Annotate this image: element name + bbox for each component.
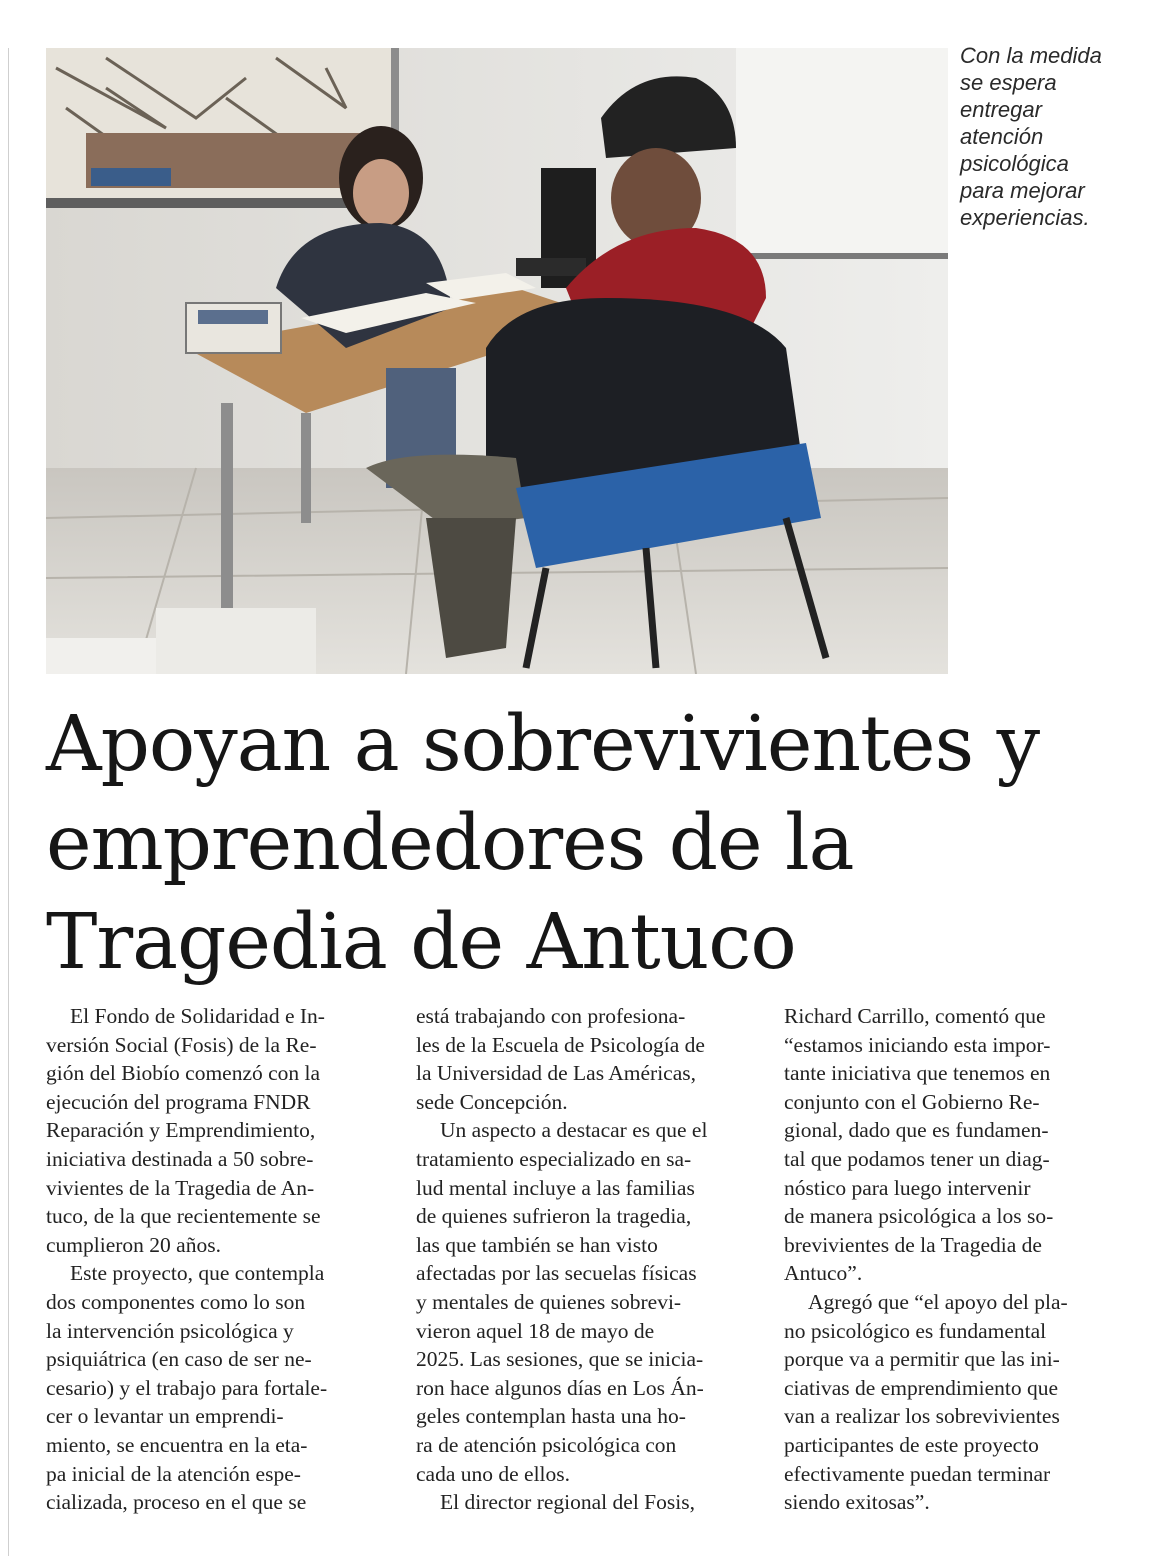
article-column-1 (46, 1002, 386, 1517)
article-column-3 (784, 1002, 1124, 1517)
text-line: ciativas de emprendimiento que (784, 1375, 1059, 1400)
news-photo (46, 48, 948, 674)
caption-line: experiencias. (960, 205, 1090, 230)
paragraph (46, 1259, 386, 1288)
text-line: cer o levantar un emprendi- (46, 1404, 284, 1429)
photo-illustration (46, 48, 948, 674)
headline-line: Tragedia de Antuco (46, 898, 796, 987)
text-line: de quienes sufrieron la tragedia, (416, 1204, 692, 1229)
text-line: vivientes de la Tragedia de An- (46, 1175, 315, 1200)
text-line: “estamos iniciando esta impor- (784, 1032, 1051, 1057)
text-line: El director regional del Fosis, (440, 1490, 695, 1515)
paragraph-continuation (416, 1002, 754, 1116)
text-line: cumplieron 20 años. (46, 1232, 221, 1257)
text-line: sede Concepción. (416, 1089, 568, 1114)
text-line: van a realizar los sobrevivientes (784, 1404, 1060, 1429)
text-line: Reparación y Emprendimiento, (46, 1118, 316, 1143)
article-column-2 (416, 1002, 754, 1517)
paragraph-continuation (46, 1031, 386, 1260)
text-line: está trabajando con profesiona- (416, 1004, 686, 1028)
text-line: participantes de este proyecto (784, 1432, 1039, 1457)
caption-line: para mejorar (960, 178, 1085, 203)
photo-caption (960, 42, 1140, 231)
text-line: dos componentes como lo son (46, 1289, 306, 1314)
text-line: no psicológico es fundamental (784, 1318, 1047, 1343)
text-line: nóstico para luego intervenir (784, 1175, 1031, 1200)
headline-line: Apoyan a sobrevivientes y (46, 700, 1040, 789)
text-line: ejecución del programa FNDR (46, 1089, 311, 1114)
paragraph-continuation (416, 1145, 754, 1488)
column-rule (8, 48, 9, 1556)
text-line: Agregó que “el apoyo del pla- (808, 1289, 1068, 1314)
text-line: siendo exitosas”. (784, 1490, 930, 1515)
text-line: la Universidad de Las Américas, (416, 1061, 697, 1086)
text-line: El Fondo de Solidaridad e In- (70, 1004, 325, 1028)
caption-line: atención (960, 124, 1044, 149)
text-line: tratamiento especializado en sa- (416, 1146, 692, 1171)
text-line: porque va a permitir que las ini- (784, 1347, 1060, 1372)
caption-line: entregar (960, 97, 1042, 122)
paragraph (784, 1288, 1124, 1317)
text-line: Un aspecto a destacar es que el (440, 1118, 708, 1143)
text-line: geles contemplan hasta una ho- (416, 1404, 686, 1429)
text-line: gional, dado que es fundamen- (784, 1118, 1049, 1143)
text-line: les de la Escuela de Psicología de (416, 1032, 705, 1057)
text-line: Richard Carrillo, comentó que (784, 1004, 1046, 1028)
text-line: cada uno de ellos. (416, 1461, 571, 1486)
text-line: iniciativa destinada a 50 sobre- (46, 1146, 314, 1171)
text-line: pa inicial de la atención espe- (46, 1461, 301, 1486)
article-headline (46, 695, 1106, 992)
paragraph-continuation (46, 1288, 386, 1517)
text-line: cializada, proceso en el que se (46, 1490, 307, 1515)
text-line: cesario) y el trabajo para fortale- (46, 1375, 328, 1400)
text-line: Este proyecto, que contempla (70, 1261, 325, 1286)
text-line: la intervención psicológica y (46, 1318, 294, 1343)
text-line: conjunto con el Gobierno Re- (784, 1089, 1040, 1114)
text-line: vieron aquel 18 de mayo de (416, 1318, 655, 1343)
text-line: 2025. Las sesiones, que se inicia- (416, 1347, 704, 1372)
caption-line: se espera (960, 70, 1057, 95)
text-line: ra de atención psicológica con (416, 1432, 677, 1457)
headline-line: emprendedores de la (46, 799, 854, 888)
text-line: y mentales de quienes sobrevi- (416, 1289, 682, 1314)
text-line: brevivientes de la Tragedia de (784, 1232, 1042, 1257)
text-line: de manera psicológica a los so- (784, 1204, 1054, 1229)
caption-line: psicológica (960, 151, 1069, 176)
paragraph (46, 1002, 386, 1031)
text-line: versión Social (Fosis) de la Re- (46, 1032, 317, 1057)
text-line: tante iniciativa que tenemos en (784, 1061, 1051, 1086)
text-line: afectadas por las secuelas físicas (416, 1261, 697, 1286)
text-line: lud mental incluye a las familias (416, 1175, 695, 1200)
caption-line: Con la medida (960, 43, 1102, 68)
text-line: tal que podamos tener un diag- (784, 1146, 1050, 1171)
paragraph-continuation (784, 1002, 1124, 1288)
paragraph (416, 1116, 754, 1145)
text-line: miento, se encuentra en la eta- (46, 1432, 308, 1457)
text-line: tuco, de la que recientemente se (46, 1204, 321, 1229)
text-line: efectivamente puedan terminar (784, 1461, 1051, 1486)
text-line: gión del Biobío comenzó con la (46, 1061, 321, 1086)
text-line: ron hace algunos días en Los Án- (416, 1375, 704, 1400)
paragraph (416, 1488, 754, 1517)
text-line: psiquiátrica (en caso de ser ne- (46, 1347, 312, 1372)
paragraph-continuation (784, 1317, 1124, 1517)
text-line: las que también se han visto (416, 1232, 658, 1257)
text-line: Antuco”. (784, 1261, 863, 1286)
